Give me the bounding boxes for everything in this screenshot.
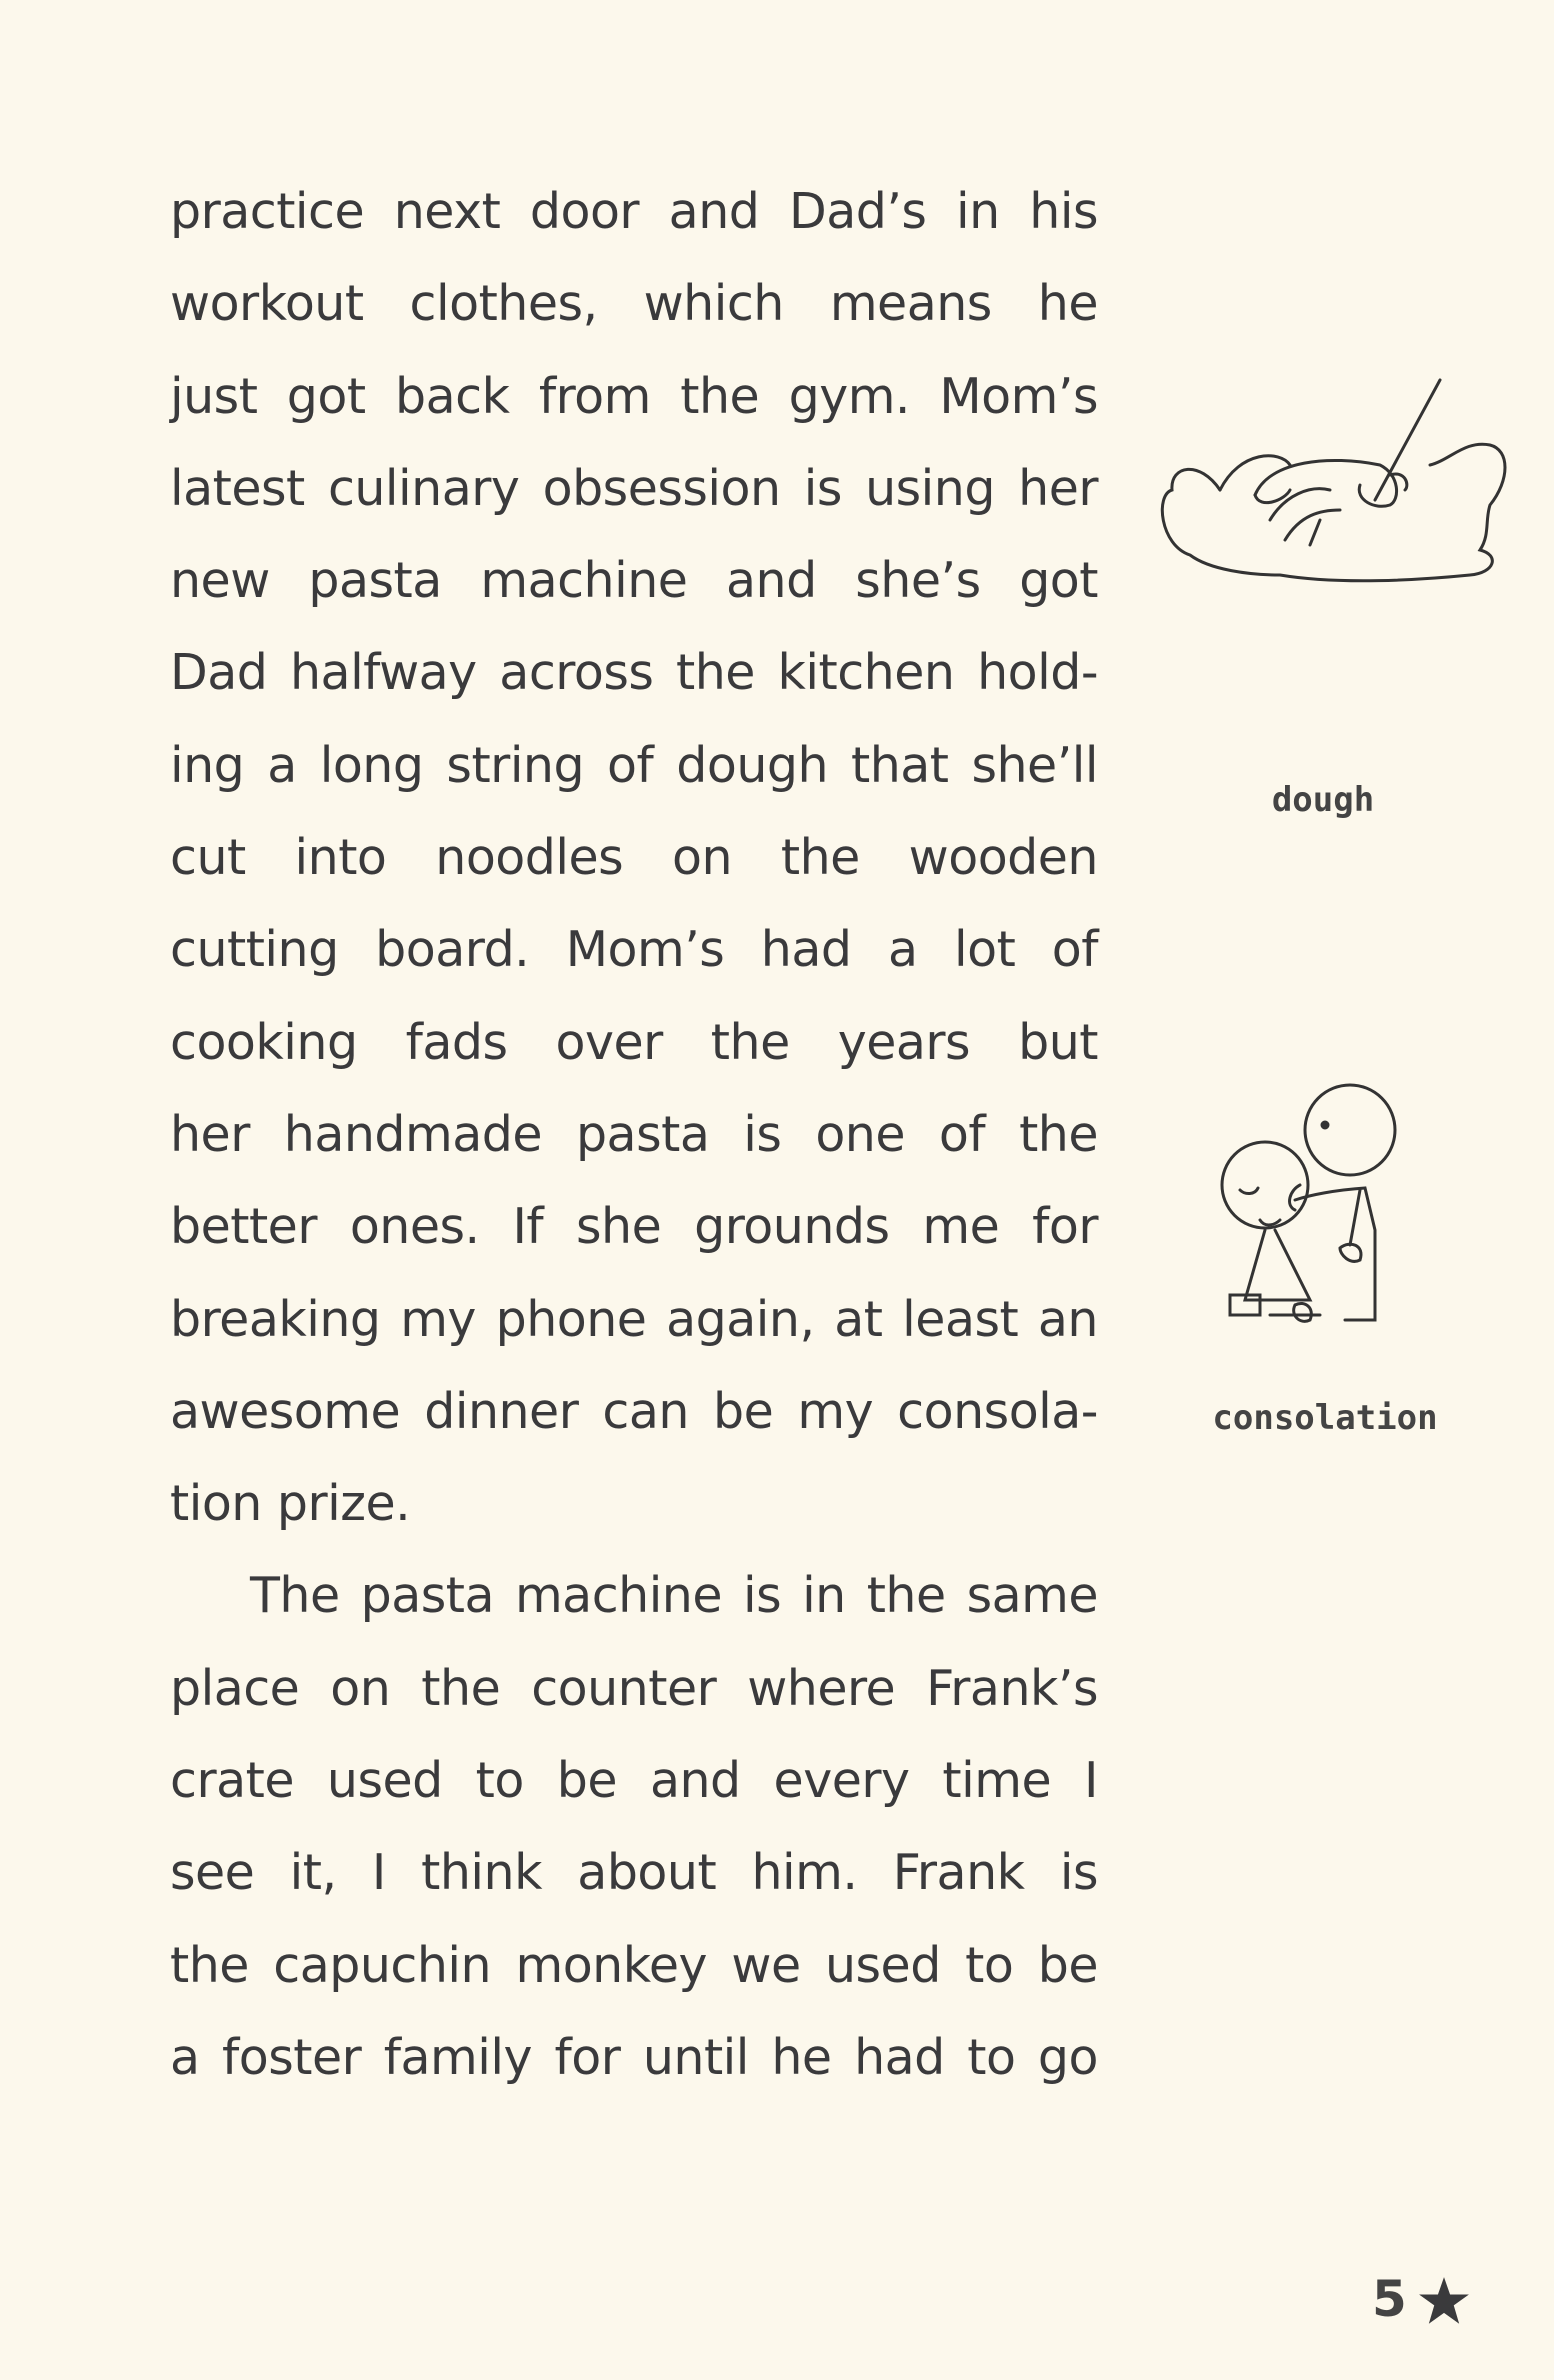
dough-illustration — [1160, 370, 1520, 710]
page-number: 5 — [1372, 2270, 1407, 2328]
text-line: just got back from the gym. Mom’s — [170, 367, 1098, 425]
text-line: cooking fads over the years but — [170, 1013, 1098, 1071]
text-line: Dad halfway across the kitchen hold- — [170, 644, 1098, 702]
body-text — [170, 166, 1098, 2104]
text-line: cutting board. Mom’s had a lot of — [170, 921, 1098, 979]
star-icon — [1418, 2277, 1470, 2325]
text-line: awesome dinner can be my consola- — [170, 1382, 1098, 1440]
text-line: place on the counter where Frank’s — [170, 1659, 1098, 1717]
text-line: crate used to be and every time I — [170, 1752, 1098, 1810]
text-line: a foster family for until he had to go — [170, 2028, 1098, 2086]
text-line: breaking my phone again, at least an — [170, 1290, 1098, 1348]
text-line: see it, I think about him. Frank is — [170, 1844, 1098, 1902]
dough-label: dough — [1271, 780, 1375, 820]
text-line: The pasta machine is in the same — [250, 1567, 1098, 1625]
text-line: better ones. If she grounds me for — [170, 1198, 1098, 1256]
text-line: tion prize. — [170, 1475, 411, 1533]
text-line: her handmade pasta is one of the — [170, 1105, 1098, 1163]
consolation-illustration — [1200, 1070, 1430, 1360]
consolation-label: consolation — [1212, 1398, 1438, 1438]
text-line: ing a long string of dough that she’ll — [170, 736, 1098, 794]
text-line: cut into noodles on the wooden — [170, 829, 1098, 887]
text-line: latest culinary obsession is using her — [170, 459, 1098, 517]
text-line: practice next door and Dad’s in his — [170, 183, 1098, 240]
text-line: the capuchin monkey we used to be — [170, 1936, 1098, 1994]
text-line: workout clothes, which means he — [170, 275, 1098, 333]
text-line: new pasta machine and she’s got — [170, 552, 1098, 610]
